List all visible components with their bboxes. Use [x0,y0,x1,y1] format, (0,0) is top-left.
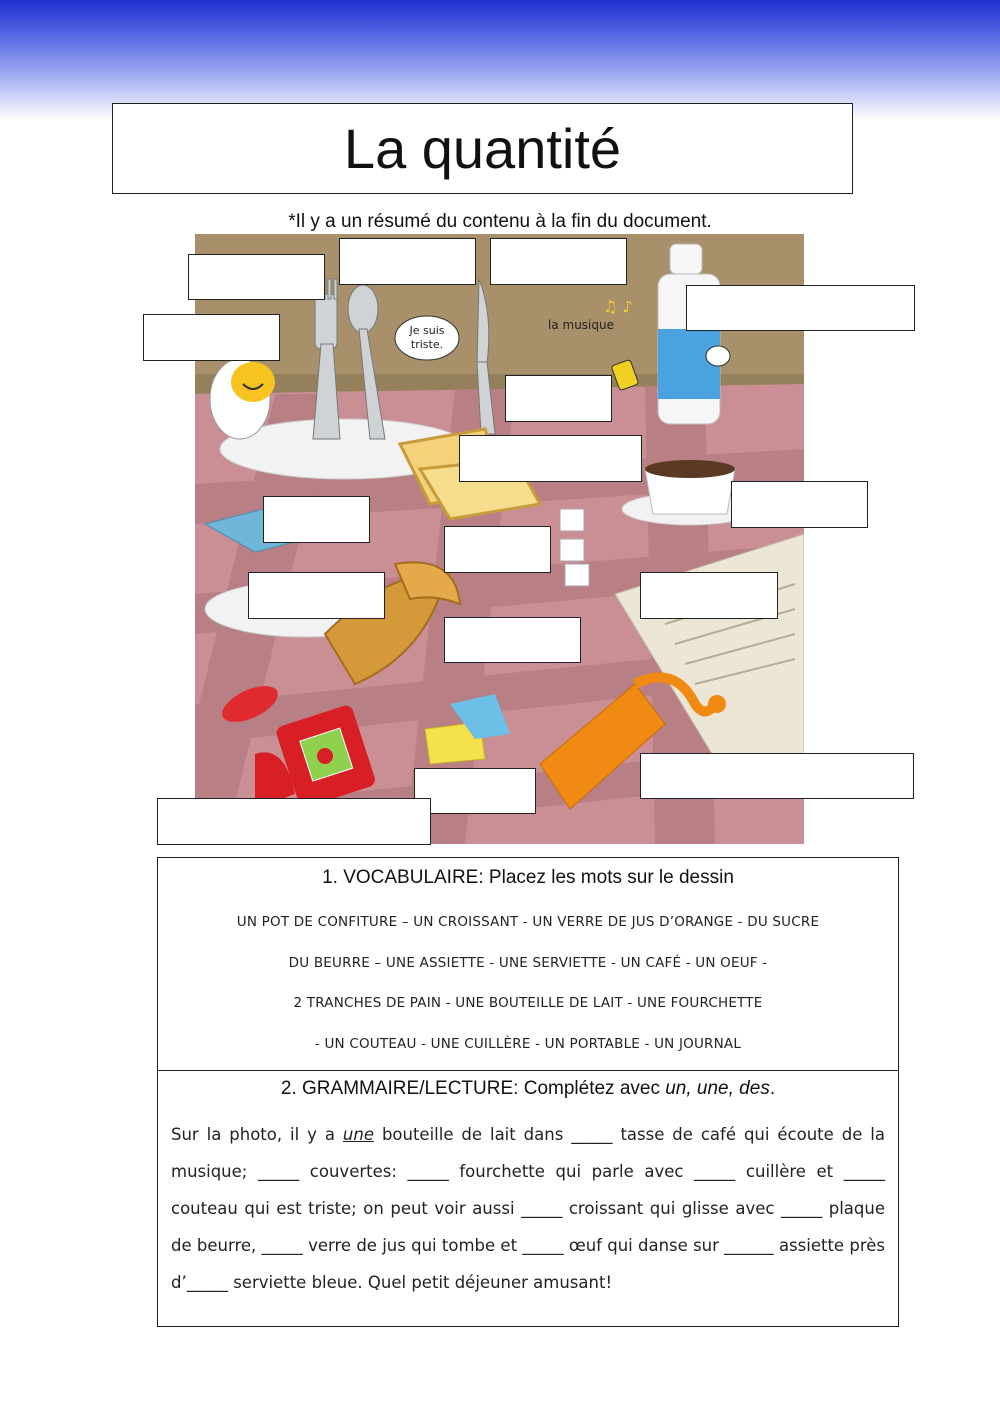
example-answer: une [342,1125,374,1144]
answer-box-1[interactable] [188,254,325,300]
grammar-instruction-end: . [769,1078,776,1099]
vocab-line-2: DU BEURRE – UNE ASSIETTE - UNE SERVIETTE - UN CAFÉ - UN OEUF - [288,955,768,971]
vocab-line-1: UN POT DE CONFITURE – UN CROISSANT - UN VERRE DE JUS D’ORANGE - DU SUCRE [236,914,820,930]
exercise-box [157,857,899,1327]
answer-box-4[interactable] [686,285,915,331]
grammar-instruction: Complétez avec [523,1078,660,1099]
answer-box-7[interactable] [459,435,642,482]
grammar-number-title: 2. GRAMMAIRE/LECTURE: [280,1078,519,1099]
speech-bubble-line2: triste. [410,338,444,351]
speech-bubble-line1: Je suis [409,324,445,337]
vocab-number-title: 1. VOCABULAIRE: [322,867,484,888]
vocab-line-3: 2 TRANCHES DE PAIN - UNE BOUTEILLE DE LAIT - UNE FOURCHETTE [293,995,763,1011]
page-title: La quantité [343,117,622,180]
header-gradient-band [0,0,1000,120]
answer-box-3[interactable] [490,238,627,285]
answer-box-13[interactable] [444,617,581,663]
grammar-heading [158,1078,898,1100]
vocab-line-4: - UN COUTEAU - UNE CUILLÈRE - UN PORTABLE - UN JOURNAL [314,1036,742,1052]
answer-box-6[interactable] [505,375,612,422]
answer-box-2[interactable] [339,238,476,285]
fill-in-paragraph [171,1116,885,1301]
vocab-instruction: Placez les mots sur le dessin [488,867,734,888]
answer-box-12[interactable] [640,572,778,619]
answer-box-15[interactable] [414,768,536,814]
answer-box-5[interactable] [143,314,280,361]
vocab-heading [158,867,898,889]
answer-box-11[interactable] [248,572,385,619]
answer-box-14[interactable] [640,753,914,799]
paragraph-rest: bouteille de lait dans _____ tasse de café qui écoute de la musique; _____ couvertes: _____ fourchette qui parle avec _____ cuillère et _____ couteau qui est triste; on peut voir aussi _____ croissant qui glisse avec _____ plaque de beurre, _____ verre de jus qui tombe et _____ œuf qui danse sur ______ assiette près d’_____ serviette bleue. Quel petit déjeuner amusant! [171,1125,885,1292]
answer-box-8[interactable] [731,481,868,528]
answer-box-9[interactable] [263,496,370,543]
paragraph-start: Sur la photo, il y a [171,1125,343,1144]
svg-text:♫ ♪: ♫ ♪ [603,297,633,316]
music-label: la musique [548,318,614,332]
summary-note: *Il y a un résumé du contenu à la fin du document. [288,211,712,232]
answer-box-16[interactable] [157,798,431,845]
title-box [112,103,853,194]
grammar-instruction-words: un, une, des [665,1078,770,1099]
section-divider [158,1070,898,1071]
answer-box-10[interactable] [444,526,551,573]
